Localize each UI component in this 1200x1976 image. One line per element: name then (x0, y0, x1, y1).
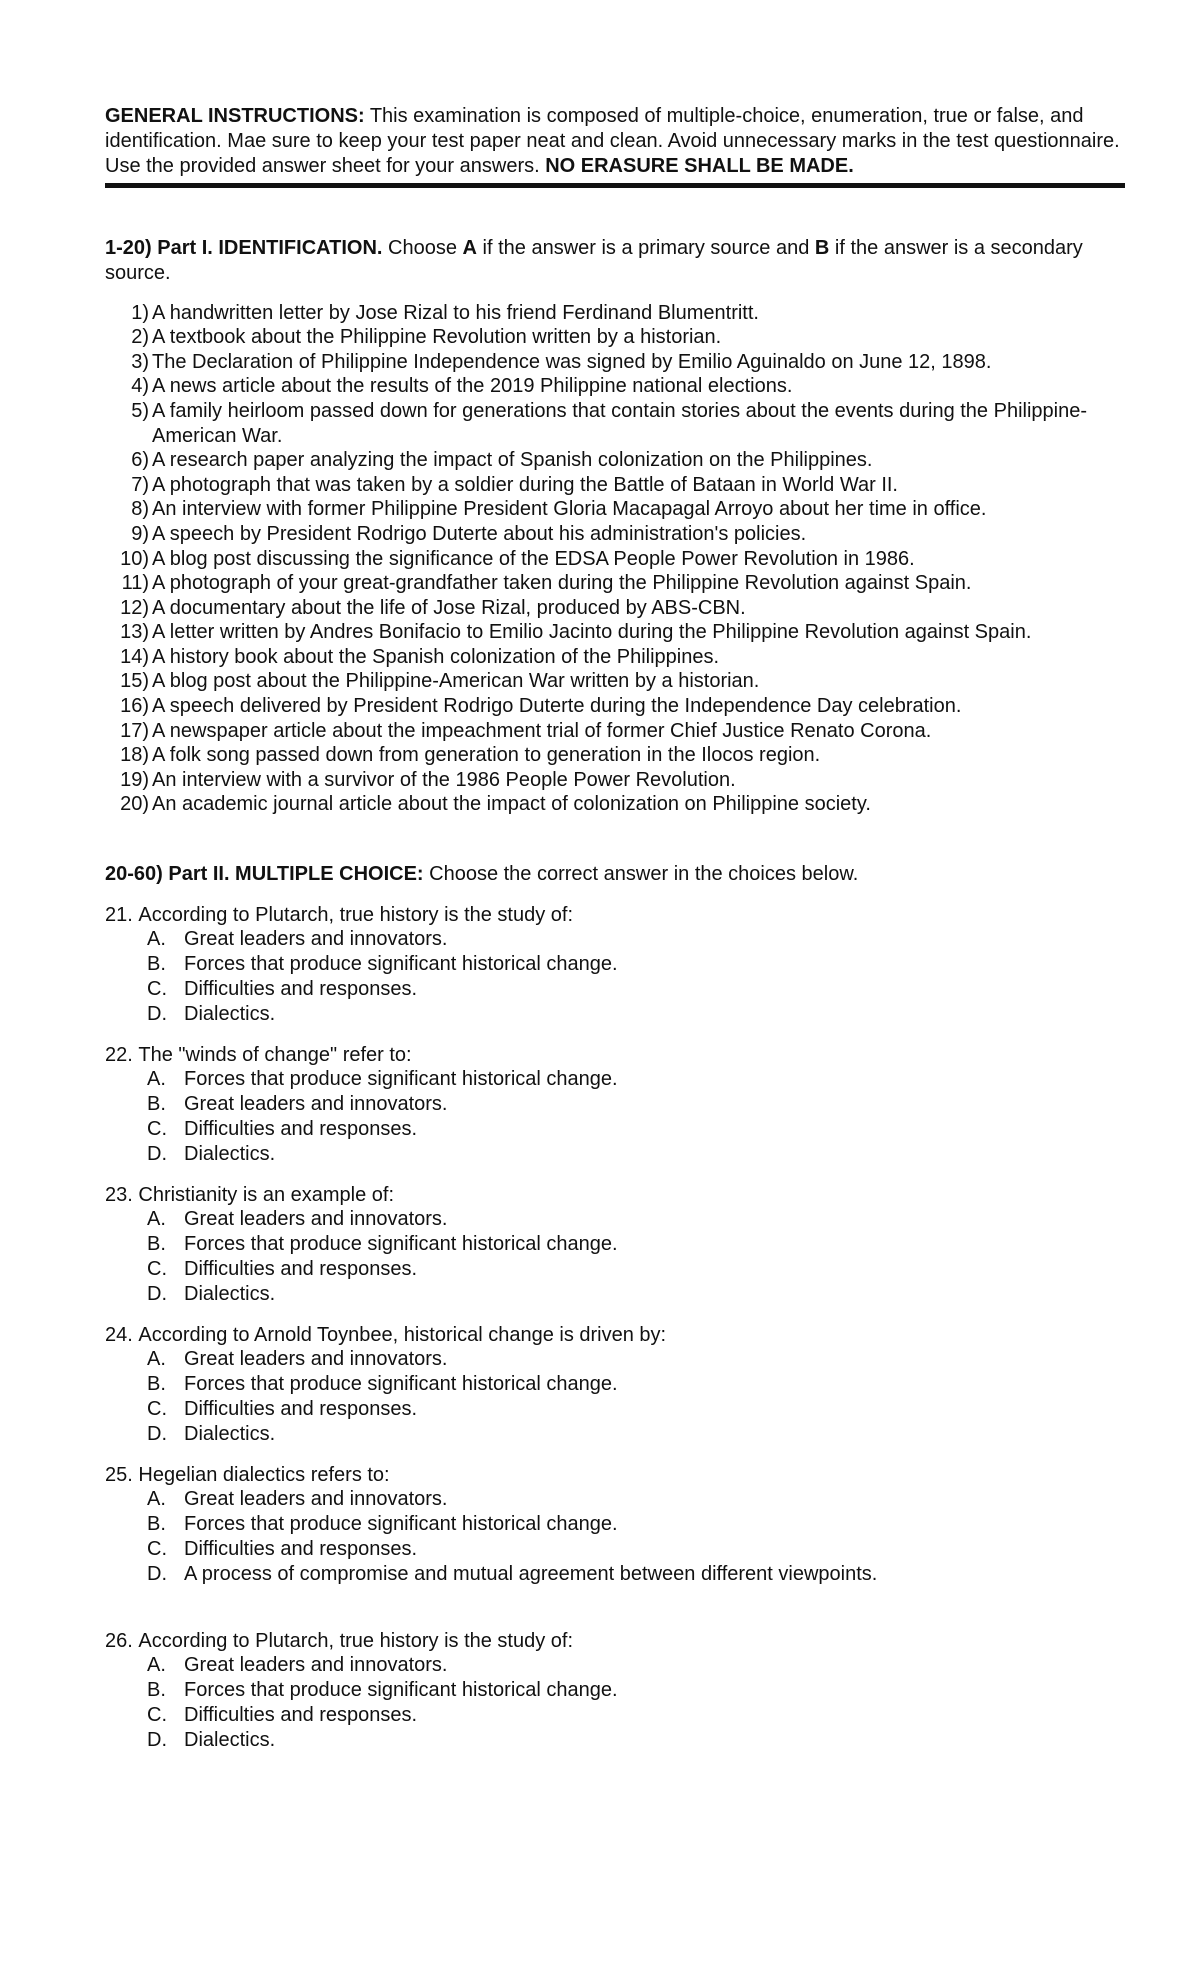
answer-choice (105, 1703, 1125, 1728)
part1-text-1: Choose (382, 237, 463, 260)
question-text: The "winds of change" refer to: (138, 1043, 412, 1066)
item-text: A family heirloom passed down for generations that contain stories about the events during the Philippine-American War. (152, 399, 1087, 447)
choice-text: Great leaders and innovators. (184, 1488, 448, 1511)
answer-choice (105, 1257, 1125, 1282)
part2-label: 20-60) Part II. MULTIPLE CHOICE: (105, 863, 424, 886)
choice-text: Great leaders and innovators. (184, 928, 448, 951)
item-text: A speech delivered by President Rodrigo Duterte during the Independence Day celebration. (152, 695, 962, 718)
general-instructions (105, 104, 1125, 178)
question-stem (105, 1183, 1125, 1208)
item-number: 11) (121, 572, 149, 595)
item-text: A newspaper article about the impeachment trial of former Chief Justice Renato Corona. (152, 719, 932, 742)
item-number: 20) (120, 793, 149, 816)
item-number: 3) (131, 350, 149, 373)
identification-item (105, 669, 1125, 694)
answer-choice (105, 1092, 1125, 1117)
answer-choice (105, 1372, 1125, 1397)
answer-choice (105, 1117, 1125, 1142)
identification-item (105, 620, 1125, 645)
item-text: A documentary about the life of Jose Rizal, produced by ABS-CBN. (152, 596, 746, 619)
choice-letter: C. (147, 1537, 167, 1560)
item-text: A textbook about the Philippine Revolution written by a historian. (152, 326, 722, 349)
choice-letter: B. (147, 953, 166, 976)
choice-text: A process of compromise and mutual agreement between different viewpoints. (184, 1562, 878, 1585)
item-number: 10) (120, 547, 149, 570)
item-number: 17) (120, 719, 149, 742)
question (105, 903, 1125, 1027)
question-text: According to Plutarch, true history is the study of: (138, 903, 574, 926)
question-number: 21. (105, 903, 133, 926)
answer-choice (105, 1002, 1125, 1027)
identification-item (105, 522, 1125, 547)
item-text: A handwritten letter by Jose Rizal to his friend Ferdinand Blumentritt. (152, 301, 759, 324)
choice-letter: A. (147, 1488, 166, 1511)
instructions-label: GENERAL INSTRUCTIONS: (105, 105, 365, 127)
item-number: 19) (120, 768, 149, 791)
item-number: 9) (131, 522, 149, 545)
answer-choice (105, 1422, 1125, 1447)
item-number: 7) (131, 473, 149, 496)
answer-choice (105, 1142, 1125, 1167)
item-text: A letter written by Andres Bonifacio to Emilio Jacinto during the Philippine Revolution against Spain. (152, 621, 1032, 644)
choice-text: Great leaders and innovators. (184, 1654, 448, 1677)
question (105, 1463, 1125, 1587)
choice-letter: D. (147, 1422, 167, 1445)
item-text: A photograph of your great-grandfather taken during the Philippine Revolution against Spain. (152, 572, 972, 595)
exam-page (105, 104, 1125, 1753)
part2-text: Choose the correct answer in the choices below. (423, 863, 859, 886)
choice-text: Forces that produce significant historical change. (184, 1233, 618, 1256)
choice-letter: C. (147, 978, 167, 1001)
choice-letter: B. (147, 1093, 166, 1116)
choice-letter: A. (147, 1208, 166, 1231)
item-text: A blog post about the Philippine-American War written by a historian. (152, 670, 760, 693)
answer-choice (105, 1282, 1125, 1307)
choice-letter: C. (147, 1703, 167, 1726)
question-number: 26. (105, 1629, 133, 1652)
item-number: 12) (120, 596, 149, 619)
question-number: 22. (105, 1043, 133, 1066)
no-erasure-notice: NO ERASURE SHALL BE MADE. (545, 154, 854, 177)
item-text: A history book about the Spanish colonization of the Philippines. (152, 645, 720, 668)
question-stem (105, 1323, 1125, 1348)
question (105, 1629, 1125, 1753)
answer-choice (105, 927, 1125, 952)
item-number: 4) (131, 375, 149, 398)
choice-letter: C. (147, 1397, 167, 1420)
choice-text: Dialectics. (184, 1422, 276, 1445)
item-text: A research paper analyzing the impact of Spanish colonization on the Philippines. (152, 449, 873, 472)
answer-choice (105, 1397, 1125, 1422)
part1-option-a: A (462, 237, 477, 260)
identification-item (105, 448, 1125, 473)
question-number: 23. (105, 1183, 133, 1206)
choice-letter: B. (147, 1233, 166, 1256)
item-number: 1) (131, 301, 149, 324)
question-text: Christianity is an example of: (138, 1183, 395, 1206)
answer-choice (105, 1067, 1125, 1092)
item-number: 2) (131, 326, 149, 349)
choice-text: Difficulties and responses. (184, 1537, 418, 1560)
item-text: A blog post discussing the significance of the EDSA People Power Revolution in 1986. (152, 547, 915, 570)
item-number: 5) (131, 399, 149, 422)
item-text: A photograph that was taken by a soldier during the Battle of Bataan in World War II. (152, 473, 898, 496)
item-number: 15) (120, 670, 149, 693)
choice-text: Forces that produce significant historical change. (184, 953, 618, 976)
choice-text: Dialectics. (184, 1728, 276, 1751)
choice-text: Difficulties and responses. (184, 1118, 418, 1141)
choice-text: Difficulties and responses. (184, 978, 418, 1001)
multiple-choice-list (105, 903, 1125, 1753)
question (105, 1043, 1125, 1167)
item-number: 14) (120, 645, 149, 668)
answer-choice (105, 1562, 1125, 1587)
identification-item (105, 571, 1125, 596)
question (105, 1183, 1125, 1307)
answer-choice (105, 1487, 1125, 1512)
identification-item (105, 374, 1125, 399)
answer-choice (105, 1512, 1125, 1537)
identification-item (105, 350, 1125, 375)
item-text: An interview with former Philippine President Gloria Macapagal Arroyo about her time in office. (152, 498, 987, 521)
item-text: A folk song passed down from generation to generation in the Ilocos region. (152, 744, 821, 767)
item-text: A speech by President Rodrigo Duterte about his administration's policies. (152, 522, 807, 545)
item-text: A news article about the results of the 2019 Philippine national elections. (152, 375, 793, 398)
identification-item (105, 497, 1125, 522)
identification-item (105, 719, 1125, 744)
choice-text: Forces that produce significant historical change. (184, 1679, 618, 1702)
answer-choice (105, 952, 1125, 977)
answer-choice (105, 1728, 1125, 1753)
item-text: An academic journal article about the impact of colonization on Philippine society. (152, 793, 871, 816)
choice-letter: D. (147, 1282, 167, 1305)
part1-option-b: B (814, 237, 830, 260)
question-number: 25. (105, 1463, 133, 1486)
identification-list (105, 301, 1125, 817)
question-text: According to Plutarch, true history is the study of: (138, 1629, 574, 1652)
choice-letter: A. (147, 1068, 166, 1091)
question-stem (105, 1629, 1125, 1654)
choice-text: Difficulties and responses. (184, 1258, 418, 1280)
question-stem (105, 1043, 1125, 1068)
choice-text: Forces that produce significant historical change. (184, 1513, 618, 1536)
item-number: 13) (120, 621, 149, 644)
item-number: 18) (120, 744, 149, 767)
choice-text: Dialectics. (184, 1002, 276, 1025)
item-text: An interview with a survivor of the 1986 People Power Revolution. (152, 768, 736, 791)
part1-label: 1-20) Part I. IDENTIFICATION. (105, 237, 383, 260)
choice-letter: A. (147, 928, 166, 951)
choice-letter: B. (147, 1373, 166, 1396)
choice-letter: A. (147, 1348, 166, 1371)
choice-text: Forces that produce significant historical change. (184, 1068, 618, 1091)
header-divider (105, 183, 1125, 188)
question-number: 24. (105, 1323, 133, 1346)
answer-choice (105, 1653, 1125, 1678)
question (105, 1323, 1125, 1447)
choice-text: Dialectics. (184, 1282, 276, 1305)
choice-letter: B. (147, 1513, 166, 1536)
identification-item (105, 768, 1125, 793)
identification-item (105, 596, 1125, 621)
choice-text: Difficulties and responses. (184, 1703, 418, 1726)
identification-item (105, 399, 1125, 448)
item-number: 6) (131, 449, 149, 472)
part1-text-2: if the answer is a primary source and (476, 237, 815, 260)
choice-text: Dialectics. (184, 1142, 276, 1165)
choice-text: Forces that produce significant historical change. (184, 1373, 618, 1396)
choice-letter: C. (147, 1258, 167, 1280)
choice-letter: D. (147, 1562, 167, 1585)
question-stem (105, 903, 1125, 928)
choice-text: Great leaders and innovators. (184, 1208, 448, 1231)
choice-letter: B. (147, 1679, 166, 1702)
identification-item (105, 547, 1125, 572)
answer-choice (105, 1678, 1125, 1703)
choice-text: Great leaders and innovators. (184, 1348, 448, 1371)
item-text: The Declaration of Philippine Independence was signed by Emilio Aguinaldo on June 12, 1898. (152, 350, 992, 373)
answer-choice (105, 1232, 1125, 1257)
answer-choice (105, 977, 1125, 1002)
identification-item (105, 694, 1125, 719)
instructions-text: This examination is composed of multiple-choice, enumeration, true or false, and identification. Mae sure to keep your test paper neat and clean. Avoid unnecessary marks in the test questionnaire. Use the provided answer sheet for your answers. (105, 105, 1120, 177)
answer-choice (105, 1537, 1125, 1562)
identification-item (105, 743, 1125, 768)
identification-item (105, 325, 1125, 350)
question-stem (105, 1463, 1125, 1488)
answer-choice (105, 1347, 1125, 1372)
identification-item (105, 792, 1125, 817)
part1-heading (105, 236, 1125, 285)
choice-letter: D. (147, 1728, 167, 1751)
identification-item (105, 645, 1125, 670)
choice-letter: C. (147, 1118, 167, 1141)
question-text: Hegelian dialectics refers to: (138, 1463, 390, 1486)
choice-text: Difficulties and responses. (184, 1397, 418, 1420)
identification-item (105, 301, 1125, 326)
choice-letter: D. (147, 1142, 167, 1165)
part1-text-3: if the answer is a secondary source. (105, 237, 1083, 284)
part2-heading (105, 862, 1125, 887)
answer-choice (105, 1207, 1125, 1232)
item-number: 16) (120, 695, 149, 718)
question-text: According to Arnold Toynbee, historical change is driven by: (138, 1323, 667, 1346)
choice-text: Great leaders and innovators. (184, 1093, 448, 1116)
choice-letter: D. (147, 1002, 167, 1025)
item-number: 8) (131, 498, 149, 521)
identification-item (105, 473, 1125, 498)
choice-letter: A. (147, 1654, 166, 1677)
